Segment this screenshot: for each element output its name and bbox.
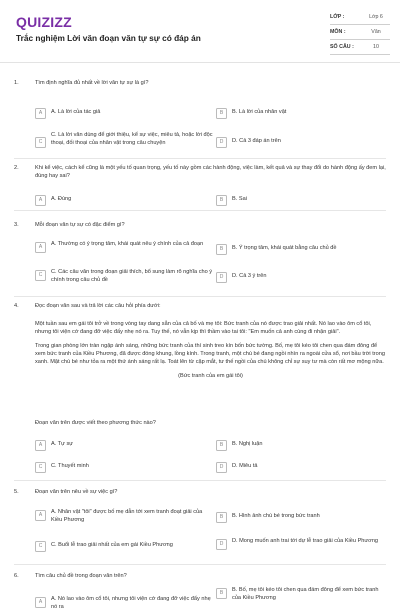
reading-passage [35, 320, 386, 380]
option-text: A. Thường có ý trọng tâm, khái quát nêu ý chính của cả đoạn [51, 241, 204, 247]
meta-key: MÔN : [330, 29, 346, 35]
option-letter: D [216, 539, 227, 550]
option-text: D. Mong muốn anh trai tới dự lễ trao giải của Kiều Phương [232, 538, 379, 544]
option-letter: C [35, 541, 46, 552]
question-number: 6. [14, 573, 19, 579]
option-a[interactable] [35, 508, 213, 524]
meta-table [330, 10, 390, 55]
question-divider [14, 296, 386, 297]
option-a[interactable] [35, 595, 213, 611]
meta-row-count [330, 40, 390, 55]
option-text: B. Là lời của nhân vật [232, 109, 287, 115]
option-letter: D [216, 272, 227, 283]
meta-value: Văn [371, 29, 381, 35]
question-number: 1. [14, 80, 19, 86]
meta-row-grade [330, 10, 390, 25]
worksheet-header [0, 0, 400, 62]
option-text: B. Ý trọng tâm, khái quát bằng câu chủ đề [232, 245, 337, 251]
sub-question-text: Đoạn văn trên được viết theo phương thức nào? [35, 420, 156, 426]
option-d[interactable] [216, 272, 386, 283]
option-letter: B [216, 588, 227, 599]
option-text: A. Đúng [51, 196, 72, 202]
option-text: C. Thuyết minh [51, 463, 89, 469]
option-letter: A [35, 597, 46, 608]
option-b[interactable] [216, 108, 386, 119]
option-letter: D [216, 137, 227, 148]
option-d[interactable] [216, 137, 386, 148]
question-text: Tìm định nghĩa đủ nhất về lời văn tự sự là gì? [35, 80, 149, 86]
option-letter: B [216, 512, 227, 523]
question-divider [14, 480, 386, 481]
option-letter: B [216, 195, 227, 206]
passage-paragraph: Một tuần sau em gái tôi trở về trong vòng tay dang sẵn của cả bố và mẹ tôi: Bức tranh của nó được trao giải nhất. Nó lao vào ôm cổ tôi, nhưng tôi viện cớ đang đỡ việc đấy nhẹ nó ra. Tuy thế, nó vẫn kịp thì thầm vào tai tôi: "Em muốn cả anh cùng đi nhận giải". [35, 321, 372, 335]
meta-key: LỚP : [330, 14, 345, 20]
option-text: A. Là lời của tác giả [51, 109, 101, 115]
option-text: B. Nghị luận [232, 441, 263, 447]
option-text: D. Miêu tả [232, 463, 258, 469]
option-text: B. Hình ảnh chú bé trong bức tranh [232, 513, 320, 519]
option-c[interactable] [35, 131, 213, 148]
meta-value: Lớp 6 [369, 14, 383, 20]
question-number: 4. [14, 303, 19, 309]
question-text: Đoạn văn trên nêu về sự việc gì? [35, 489, 118, 495]
option-letter: B [216, 244, 227, 255]
option-b[interactable] [216, 244, 386, 255]
meta-key: SỐ CÂU : [330, 44, 354, 50]
option-text: A. Nhân vật "tôi" được bố mẹ dẫn tới xem tranh đoạt giải của Kiều Phương [51, 509, 203, 523]
header-divider [0, 62, 400, 63]
option-letter: C [35, 137, 46, 148]
option-letter: A [35, 242, 46, 253]
question-text: Khi kể việc, cách kể cũng là một yếu tố quan trọng, yếu tố này gồm các hành động, việc làm, kết quả và sự thay đổi do hành động ấy đem lại, đúng hay sai? [35, 165, 386, 179]
meta-value: 10 [373, 44, 379, 50]
question-divider [14, 564, 386, 565]
option-letter: C [35, 462, 46, 473]
option-letter: D [216, 462, 227, 473]
option-b[interactable] [216, 512, 386, 523]
question-number: 5. [14, 489, 19, 495]
option-b[interactable] [216, 195, 386, 206]
option-c[interactable] [35, 462, 195, 473]
option-letter: A [35, 108, 46, 119]
option-text: C. Các câu văn trong đoạn giải thích, bổ sung làm rõ nghĩa cho ý chính trong câu chủ đề [51, 269, 213, 283]
option-text: C. Là lời văn dùng để giới thiệu, kể sự việc, miêu tả, hoặc lời độc thoại, đối thoại của nhân vật trong câu chuyện [51, 132, 213, 146]
option-text: D. Cả 3 đáp án trên [232, 138, 281, 144]
option-letter: B [216, 108, 227, 119]
quizizz-logo: QUIZIZZ [16, 14, 72, 30]
passage-source: (Bức tranh của em gái tôi) [178, 373, 243, 379]
option-b[interactable] [216, 440, 386, 451]
option-d[interactable] [216, 537, 386, 550]
worksheet-title: Trắc nghiệm Lời văn đoạn văn tự sự có đáp án [16, 33, 201, 43]
option-a[interactable] [35, 108, 195, 119]
option-c[interactable] [35, 541, 213, 552]
option-a[interactable] [35, 240, 213, 253]
question-number: 2. [14, 165, 19, 171]
option-d[interactable] [216, 462, 386, 473]
option-a[interactable] [35, 195, 195, 206]
question-divider [14, 210, 386, 211]
question-text: Tìm câu chủ đề trong đoạn văn trên? [35, 573, 127, 579]
option-text: A. Tự sự [51, 441, 73, 447]
passage-paragraph: Trong gian phòng lớn tràn ngập ánh sáng, những bức tranh của thí sinh treo kín bốn bức tường. Bố, mẹ tôi kéo tôi chen qua đám đông để xem bức tranh của Kiều Phương, đã được đóng khung, lồng kính. Trong tranh, một chú bé đang ngồi nhìn ra ngoài cửa sổ, nơi bầu trời trong xanh. Mặt chú bé như tỏa ra một thứ ánh sáng rất lạ. Toát lên từ cặp mắt, tư thế ngồi của chú không chỉ sự suy tư mà còn rất mơ mộng nữa. [35, 343, 385, 365]
option-letter: A [35, 510, 46, 521]
question-text: Mỗi đoạn văn tự sự có đặc điểm gì? [35, 222, 125, 228]
option-letter: B [216, 440, 227, 451]
option-c[interactable] [35, 268, 213, 284]
meta-row-subject [330, 25, 390, 40]
option-text: C. Buổi lễ trao giải nhất của em gái Kiều Phương [51, 542, 173, 548]
option-text: B. Bố, mẹ tôi kéo tôi chen qua đám đông để xem bức tranh của Kiều Phương [232, 587, 379, 601]
question-divider [14, 158, 386, 159]
option-letter: C [35, 270, 46, 281]
option-text: B. Sai [232, 196, 247, 202]
option-text: D. Cả 3 ý trên [232, 273, 267, 279]
option-text: A. Nó lao vào ôm cổ tôi, nhưng tôi viện cớ đang đỡ việc đẩy nhẹ nó ra [51, 596, 211, 610]
question-number: 3. [14, 222, 19, 228]
option-a[interactable] [35, 440, 195, 451]
option-letter: A [35, 440, 46, 451]
question-text: Đọc đoạn văn sau và trả lời các câu hỏi phía dưới: [35, 303, 161, 309]
option-letter: A [35, 195, 46, 206]
